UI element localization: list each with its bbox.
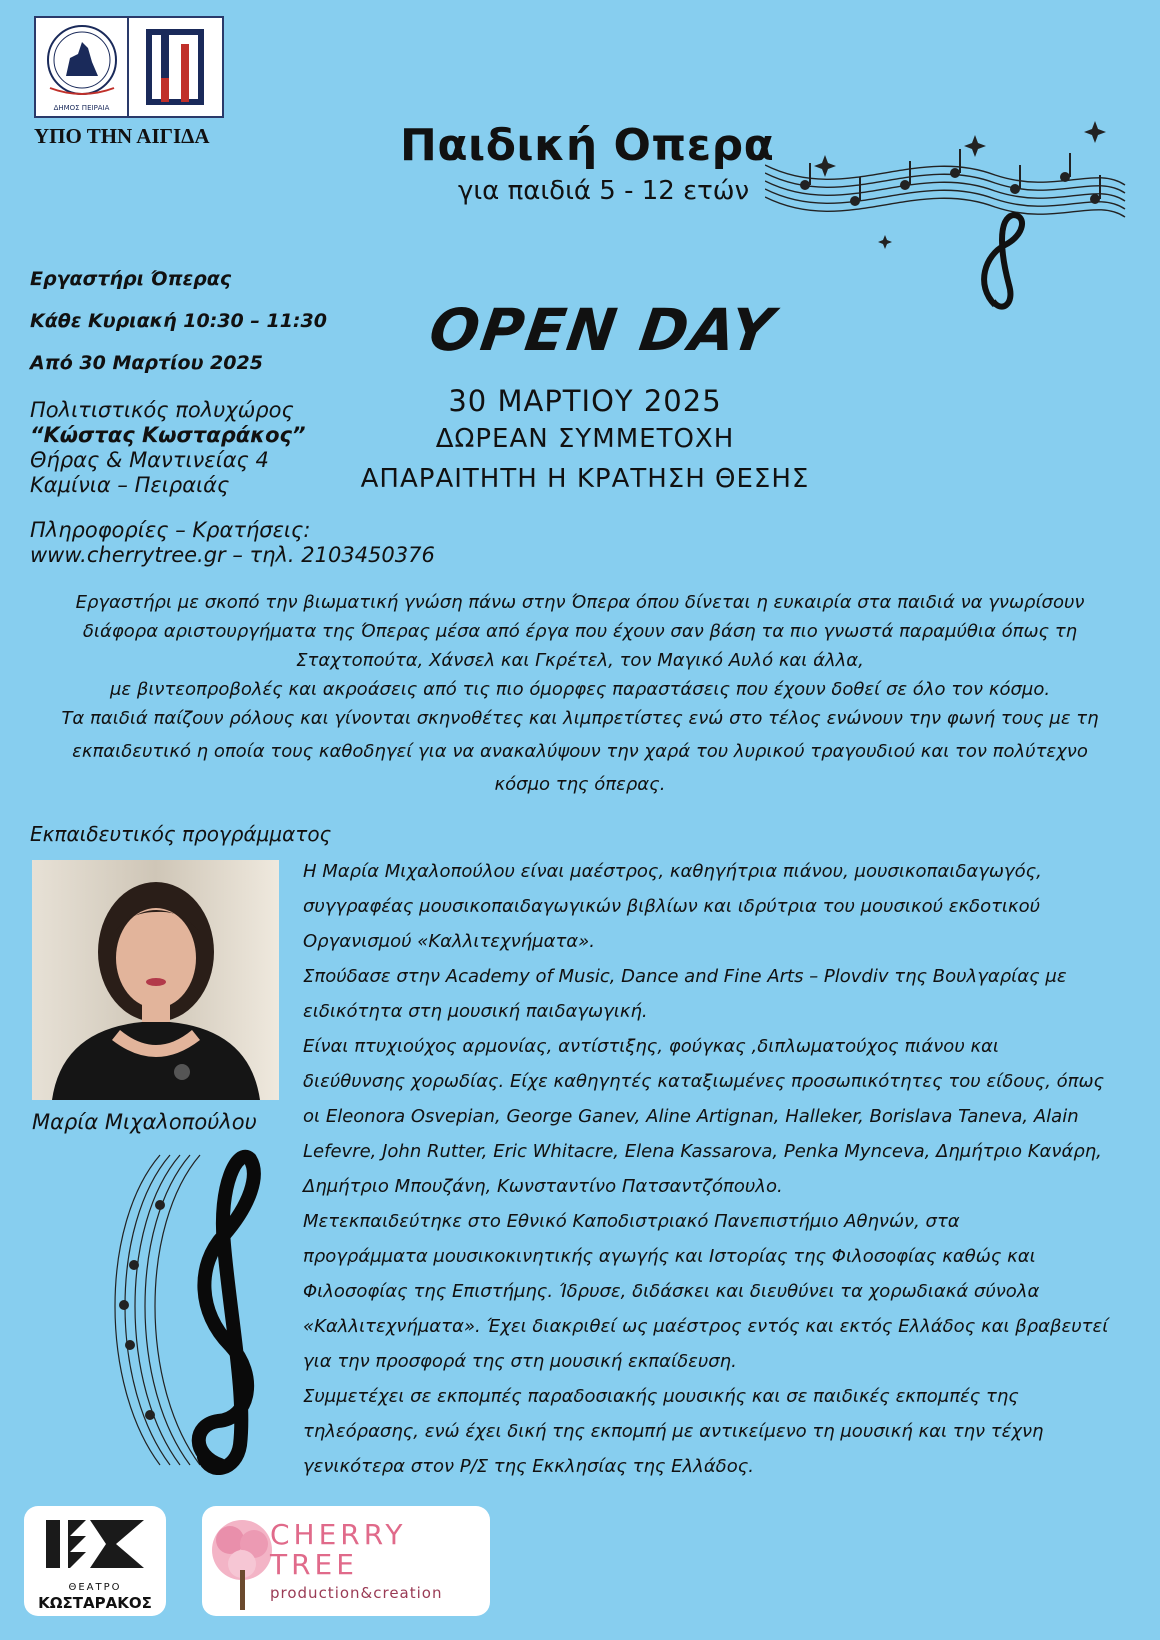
- bio-line: τηλεόρασης, ενώ έχει δική της εκπομπή με αντικείμενο τη μουσική και την τέχνη: [303, 1421, 1044, 1442]
- venue-address: [30, 398, 305, 498]
- bio-line: Φιλοσοφίας της Επιστήμης. Ίδρυσε, διδάσκει και διευθύνει τα χορωδιακά σύνολα: [303, 1281, 1040, 1302]
- bio-line: Είναι πτυχιούχος αρμονίας, αντίστιξης, φούγκας ,διπλωματούχος πιάνου και: [303, 1036, 1000, 1057]
- description-line: Σταχτοπούτα, Χάνσελ και Γκρέτελ, τον Μαγικό Αυλό και άλλα,: [296, 650, 864, 671]
- piraeus-seal: [36, 18, 129, 116]
- educator-photo: [32, 860, 279, 1100]
- cherry-tree-logo: [202, 1506, 490, 1616]
- bio-line: συγγραφέας μουσικοπαιδαγωγικών βιβλίων και ιδρύτρια του μουσικού εκδοτικού: [303, 896, 1041, 917]
- bio-line: Lefevre, John Rutter, Eric Whitacre, Elena Kassarova, Penka Mynceva, Δημήτριο Κανάρη,: [303, 1141, 1102, 1162]
- workshop-schedule: Κάθε Κυριακή 10:30 – 11:30: [30, 310, 327, 332]
- description-line: κόσμο της όπερας.: [494, 774, 666, 795]
- educator-name: Μαρία Μιχαλοπούλου: [32, 1110, 257, 1134]
- tree-word: TREE: [270, 1548, 358, 1581]
- event-date: 30 ΜΑΡΤΙΟΥ 2025: [448, 384, 722, 418]
- venue-line: Θήρας & Μαντινείας 4: [30, 448, 269, 472]
- workshop-start: Από 30 Μαρτίου 2025: [30, 352, 263, 374]
- info-label: Πληροφορίες – Κρατήσεις:: [30, 518, 311, 542]
- music-staff-illustration: [765, 115, 1135, 315]
- bio-line: Η Μαρία Μιχαλοπούλου είναι μαέστρος, καθηγήτρια πιάνου, μουσικοπαιδαγωγός,: [303, 861, 1042, 882]
- bio-line: Μετεκπαιδεύτηκε στο Εθνικό Καποδιστριακό Πανεπιστήμιο Αθηνών, στα: [303, 1211, 960, 1232]
- bio-line: προγράμματα μουσικοκινητικής αγωγής και Ιστορίας της Φιλοσοφίας καθώς και: [303, 1246, 1036, 1267]
- venue-line: Πολιτιστικός πολυχώρος: [30, 398, 294, 422]
- info-contact[interactable]: www.cherrytree.gr – τηλ. 2103450376: [30, 543, 435, 567]
- educator-bio: [303, 854, 1133, 1484]
- free-entry: ΔΩΡΕΑΝ ΣΥΜΜΕΤΟΧΗ: [435, 424, 735, 454]
- seal-caption: ΔΗΜΟΣ ΠΕΙΡΑΙΑ: [53, 104, 110, 112]
- workshop-name: Εργαστήρι Όπερας: [30, 268, 232, 290]
- bio-line: διεύθυνσης χορωδίας. Είχε καθηγητές καταξιωμένες προσωπικότητες του είδους, όπως: [303, 1071, 1105, 1092]
- contact-info: [30, 518, 435, 568]
- cherry-subtitle: production&creation: [270, 1584, 443, 1602]
- bio-line: «Καλλιτεχνήματα». Έχει διακριθεί ως μαέστρος εντός και εκτός Ελλάδος και βραβευτεί: [303, 1316, 1109, 1337]
- bio-line: Δημήτριο Μπουζάνη, Κωνσταντίνο Πατσαντζόπουλο.: [303, 1176, 783, 1197]
- port-logo: [129, 18, 222, 116]
- treble-clef-illustration: [100, 1145, 280, 1475]
- venue-line: Καμίνια – Πειραιάς: [30, 473, 230, 497]
- open-day-headline: OPEN DAY: [425, 296, 780, 364]
- theatre-logo: [24, 1506, 166, 1616]
- workshop-description: [40, 588, 1120, 799]
- venue-name: “Κώστας Κωσταράκος”: [30, 423, 306, 447]
- description-line: με βιντεοπροβολές και ακροάσεις από τις πιο όμορφες παραστάσεις που έχουν δοθεί σε όλο τον κόσμο.: [109, 679, 1051, 700]
- auspices-label: ΥΠΟ ΤΗΝ ΑΙΓΙΔΑ: [34, 124, 210, 148]
- bio-line: γενικότερα στον Ρ/Σ της Εκκλησίας της Ελλάδος.: [303, 1456, 754, 1477]
- description-line: διάφορα αριστουργήματα της Όπερας μέσα από έργα που έχουν σαν βάση τα πιο γνωστά παραμύθια όπως τη: [82, 621, 1078, 642]
- page-title: Παιδική Οπερα: [400, 120, 775, 171]
- bio-line: για την προσφορά της στη μουσική εκπαίδευση.: [303, 1351, 737, 1372]
- description-line: εκπαιδευτικό η οποία τους καθοδηγεί για να ανακαλύψουν την χαρά του λυρικού τραγουδιού και τον πολύτεχνο: [72, 741, 1088, 762]
- cherry-tree-icon: [208, 1510, 278, 1614]
- bio-line: Σπούδασε στην Academy of Music, Dance and Fine Arts – Plovdiv της Βουλγαρίας με: [303, 966, 1067, 987]
- educator-section-label: Εκπαιδευτικός προγράμματος: [30, 822, 332, 846]
- bio-line: Οργανισμού «Καλλιτεχνήματα».: [303, 931, 595, 952]
- theatre-name: ΚΩΣΤΑΡΑΚΟΣ: [38, 1594, 152, 1612]
- booking-required: ΑΠΑΡΑΙΤΗΤΗ Η ΚΡΑΤΗΣΗ ΘΕΣΗΣ: [360, 464, 810, 494]
- bio-line: Συμμετέχει σε εκπομπές παραδοσιακής μουσικής και σε παιδικές εκπομπές της: [303, 1386, 1019, 1407]
- cherry-word: CHERRY: [270, 1518, 407, 1551]
- description-line: Τα παιδιά παίζουν ρόλους και γίνονται σκηνοθέτες και λιμπρετίστες ενώ στο τέλος ενώνουν την φωνή τους με τη: [61, 708, 1099, 729]
- page-subtitle: για παιδιά 5 - 12 ετών: [458, 176, 750, 206]
- bio-line: ειδικότητα στη μουσική παιδαγωγική.: [303, 1001, 648, 1022]
- description-line: Εργαστήρι με σκοπό την βιωματική γνώση πάνω στην Όπερα όπου δίνεται η ευκαιρία στα παιδιά να γνωρίσουν: [75, 592, 1085, 613]
- bio-line: οι Eleonora Osvepian, George Ganev, Aline Artignan, Halleker, Borislava Taneva, Alain: [303, 1106, 1079, 1127]
- municipality-logo: [34, 16, 224, 118]
- theatre-small-label: ΘΕΑΤΡΟ: [68, 1582, 122, 1593]
